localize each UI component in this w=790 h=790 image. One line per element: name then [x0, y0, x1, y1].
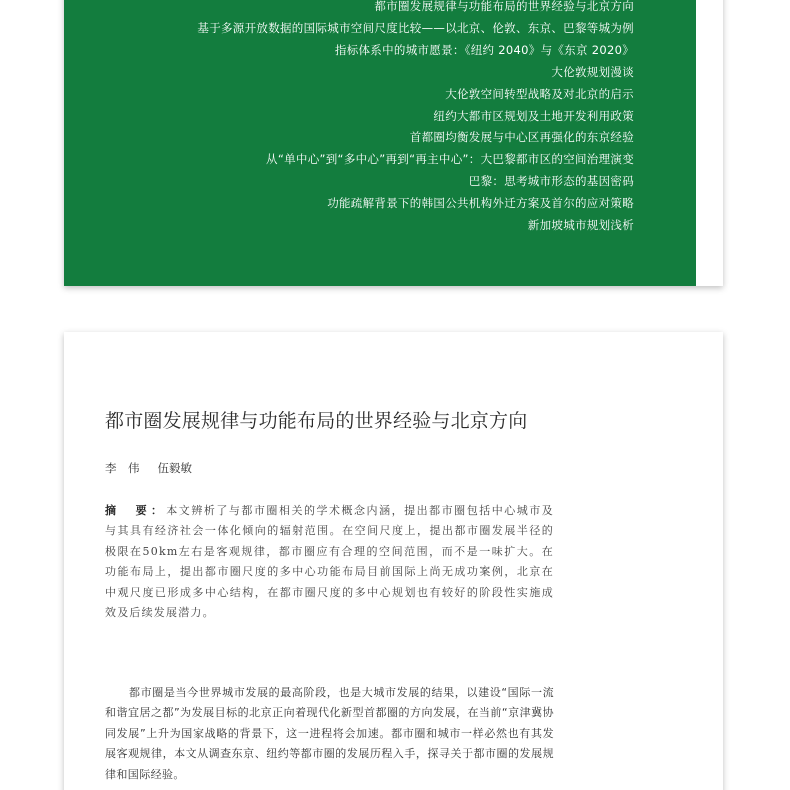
toc-list [197, 0, 634, 237]
toc-item[interactable]: 首都圈均衡发展与中心区再强化的东京经验 [409, 130, 634, 145]
toc-item[interactable]: 巴黎：思考城市形态的基因密码 [468, 174, 634, 189]
toc-item[interactable]: 大伦敦空间转型战略及对北京的启示 [445, 86, 634, 101]
abstract-paragraph [105, 501, 554, 623]
toc-item[interactable]: 纽约大都市区规划及土地开发利用政策 [433, 108, 634, 123]
abstract-text: 本文辨析了与都市圈相关的学术概念内涵，提出都市圈包括中心城市及与其具有经济社会一体化倾向的辐射范围。在空间尺度上，提出都市圈发展半径的极限在50km左右是客观规律，都市圈应有合理的空间范围，而不是一味扩大。在功能布局上，提出都市圈尺度的多中心功能布局目前国际上尚无成功案例，北京在中观尺度已形成多中心结构，在都市圈尺度的多中心规划也有较好的阶段性实施成效及后续发展潜力。 [105, 504, 555, 620]
toc-item[interactable]: 新加坡城市规划浅析 [527, 218, 634, 233]
toc-item[interactable]: 从“单中心”到“多中心”再到“再主中心”：大巴黎都市区的空间治理演变 [266, 152, 634, 167]
toc-green-panel [64, 0, 696, 286]
toc-item[interactable]: 都市圈发展规律与功能布局的世界经验与北京方向 [374, 0, 634, 13]
toc-item[interactable]: 功能疏解背景下的韩国公共机构外迁方案及首尔的应对策略 [327, 196, 634, 211]
body-paragraph: 都市圈是当今世界城市发展的最高阶段，也是大城市发展的结果，以建设“国际一流和谐宜居之都”为发展目标的北京正向着现代化新型首都圈的方向发展，在当前“京津冀协同发展”上升为国家战略的背景下，这一进程将会加速。都市圈和城市一样必然也有其发展客观规律，本文从调查东京、纽约等都市圈的发展历程入手，探寻关于都市圈的发展规律和国际经验。 [105, 686, 554, 781]
toc-card [64, 0, 723, 286]
article-title: 都市圈发展规律与功能布局的世界经验与北京方向 [105, 410, 528, 432]
article-card [64, 332, 723, 790]
author-name: 伍毅敏 [157, 461, 192, 475]
author-line [105, 460, 192, 476]
toc-item[interactable]: 基于多源开放数据的国际城市空间尺度比较——以北京、伦敦、东京、巴黎等城为例 [197, 20, 634, 35]
abstract-label: 摘 要： [105, 504, 167, 517]
author-name: 李 伟 [105, 461, 140, 475]
toc-item[interactable]: 指标体系中的城市愿景：《纽约 2040》与《东京 2020》 [334, 42, 634, 57]
toc-item[interactable]: 大伦敦规划漫谈 [551, 64, 634, 79]
